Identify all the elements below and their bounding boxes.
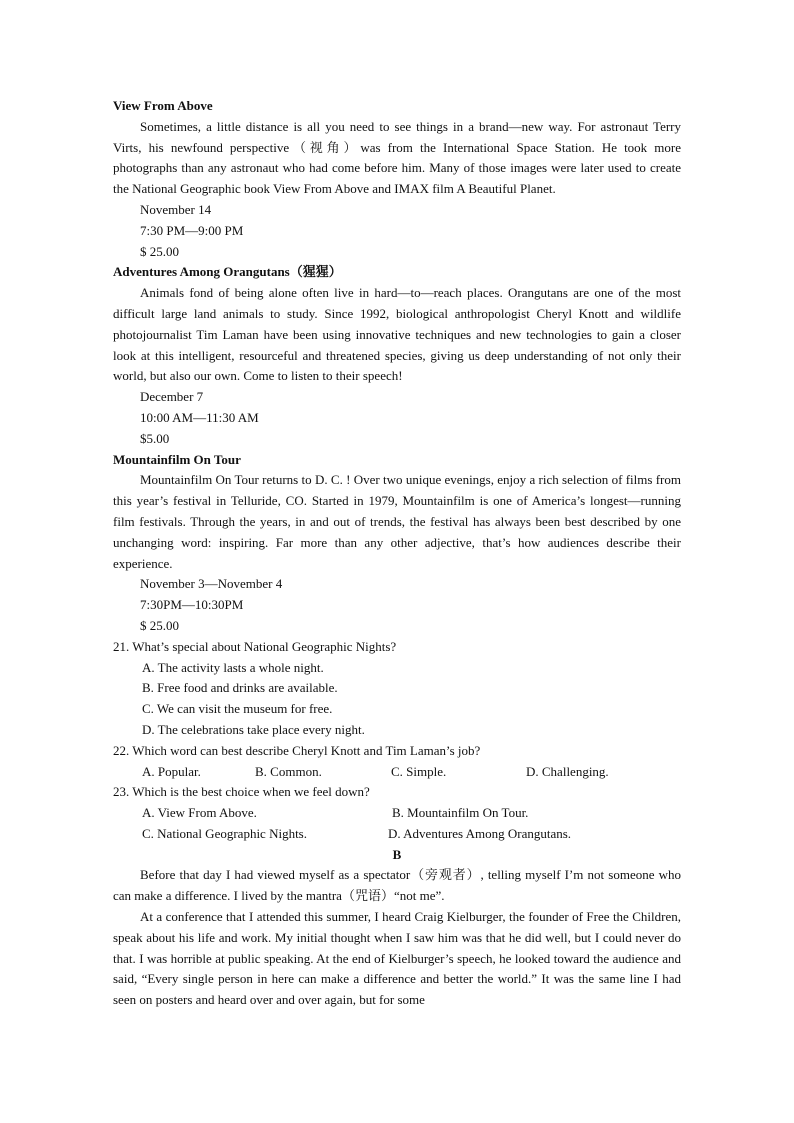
question-22 — [113, 741, 681, 783]
option-d: D. Challenging. — [526, 763, 609, 779]
section-label: B — [392, 846, 402, 862]
event-title: View From Above — [113, 98, 213, 113]
event-adventures-among-orangutans — [113, 262, 681, 449]
event-description: Sometimes, a little distance is all you need to see things in a brand—new way. For astronaut Terry Virts, his newfound perspective（视角）was from the International Space Station. He took more photographs than any astronaut who had come before him. Many of those images were later used to create the National Geographic book View From Above and IMAX film A Beautiful Planet. — [113, 118, 681, 197]
event-description: Mountainfilm On Tour returns to D. C. ! Over two unique evenings, enjoy a rich selection of films from this year’s festival in Telluride, CO. Started in 1979, Mountainfilm is one of America’s longest—running film festivals. Through the years, in and out of trends, the festival has always been best described by one unchanging word: inspiring. Far more than any other adjective, that’s how audiences describe their experience. — [113, 472, 681, 571]
question-21 — [113, 637, 681, 741]
option-d: D. Adventures Among Orangutans. — [388, 825, 572, 841]
event-price: $ 25.00 — [140, 243, 179, 259]
option-b: B. Common. — [255, 763, 322, 779]
event-title: Mountainfilm On Tour — [113, 451, 241, 467]
option-a: A. Popular. — [142, 763, 201, 779]
section-b — [113, 845, 681, 1011]
event-description: Animals fond of being alone often live in hard—to—reach places. Orangutans are one of the most difficult large land animals to study. Since 1992, biological anthropologist Cheryl Knott and wildlife photojournalist Tim Laman have been using innovative techniques and new technologies to gain a closer look at this intelligent, resourceful and threatened species, giving us deep understanding of not only their world, but also our own. Come to listen to their speech! — [113, 285, 681, 384]
option-b: B. Free food and drinks are available. — [142, 680, 338, 696]
option-b: B. Mountainfilm On Tour. — [392, 805, 529, 821]
event-time: 10:00 AM—11:30 AM — [140, 409, 259, 425]
question-stem: 22. Which word can best describe Cheryl Knott and Tim Laman’s job? — [113, 742, 481, 758]
question-stem: 23. Which is the best choice when we feel down? — [113, 784, 370, 800]
event-view-from-above — [113, 96, 681, 262]
option-c: C. National Geographic Nights. — [142, 825, 307, 841]
event-date: December 7 — [140, 389, 204, 405]
option-d: D. The celebrations take place every night. — [142, 721, 365, 737]
document-page — [113, 96, 681, 1011]
option-c: C. We can visit the museum for free. — [142, 701, 333, 717]
options-row — [113, 824, 681, 845]
passage-paragraph: Before that day I had viewed myself as a spectator（旁观者）, telling myself I’m not someone who can make a difference. I lived by the mantra（咒语）“not me”. — [113, 867, 681, 904]
event-price: $5.00 — [140, 430, 170, 446]
options-row — [113, 762, 681, 783]
event-date: November 3—November 4 — [140, 576, 283, 592]
event-time: 7:30 PM—9:00 PM — [140, 222, 244, 238]
event-mountainfilm-on-tour — [113, 450, 681, 637]
question-stem: 21. What’s special about National Geographic Nights? — [113, 638, 397, 654]
option-a: A. The activity lasts a whole night. — [142, 659, 324, 675]
passage-paragraph: At a conference that I attended this summer, I heard Craig Kielburger, the founder of Free the Children, speak about his life and work. My initial thought when I saw him was that he did well, but I could never do that. I was horrible at public speaking. At the end of Kielburger’s speech, he looked toward the audience and said, “Every single person in here can make a difference and better the world.” It was the same line I had seen on posters and heard over and over again, but for some — [113, 909, 681, 1008]
question-23 — [113, 782, 681, 844]
event-time: 7:30PM—10:30PM — [140, 597, 244, 613]
option-c: C. Simple. — [391, 763, 447, 779]
option-a: A. View From Above. — [142, 805, 257, 821]
event-price: $ 25.00 — [140, 617, 179, 633]
event-date: November 14 — [140, 201, 212, 217]
options-row — [113, 803, 681, 824]
event-title: Adventures Among Orangutans（猩猩） — [113, 264, 342, 280]
